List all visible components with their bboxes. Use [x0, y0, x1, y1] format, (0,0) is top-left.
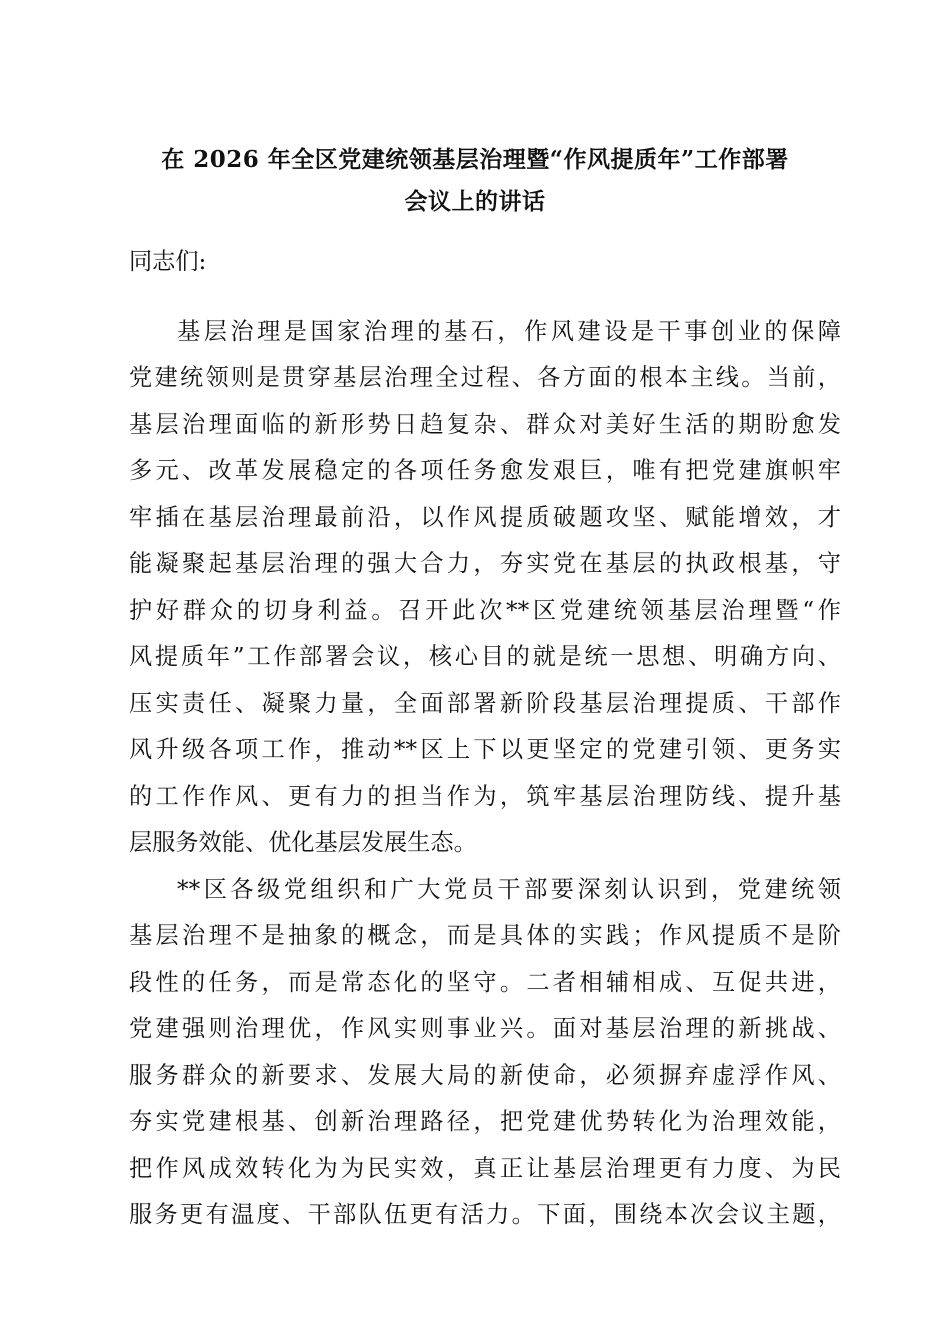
paragraph-1-line: 基层治理是国家治理的基石，作风建设是干事创业的保障	[177, 318, 841, 345]
paragraph-2-line: 把作风成效转化为为民实效，真正让基层治理更有力度、为民	[129, 1155, 841, 1182]
document-title-line-2: 会议上的讲话	[404, 188, 546, 215]
paragraph-1-line: 护好群众的切身利益。召开此次**区党建统领基层治理暨“作	[129, 597, 841, 624]
paragraph-2-line: 基层治理不是抽象的概念，而是具体的实践；作风提质不是阶	[129, 922, 841, 949]
paragraph-1-line: 的工作作风、更有力的担当作为，筑牢基层治理防线、提升基	[129, 783, 841, 810]
paragraph-2-line: 夯实党建根基、创新治理路径，把党建优势转化为治理效能，	[129, 1108, 841, 1135]
paragraph-1-line: 压实责任、凝聚力量，全面部署新阶段基层治理提质、干部作	[129, 690, 841, 717]
paragraph-1-line: 风升级各项工作，推动**区上下以更坚定的党建引领、更务实	[129, 736, 841, 763]
paragraph-1-line: 风提质年”工作部署会议，核心目的就是统一思想、明确方向、	[129, 643, 841, 670]
paragraph-2-line: 服务更有温度、干部队伍更有活力。下面，围绕本次会议主题，	[129, 1201, 841, 1228]
paragraph-1-line: 党建统领则是贯穿基层治理全过程、各方面的根本主线。当前，	[129, 364, 841, 391]
paragraph-1-line: 牢插在基层治理最前沿，以作风提质破题攻坚、赋能增效，才	[129, 504, 841, 531]
paragraph-1-line: 能凝聚起基层治理的强大合力，夯实党在基层的执政根基，守	[129, 550, 841, 577]
paragraph-2-line: 段性的任务，而是常态化的坚守。二者相辅相成、互促共进，	[129, 969, 841, 996]
paragraph-1-line: 多元、改革发展稳定的各项任务愈发艰巨，唯有把党建旗帜牢	[129, 457, 841, 484]
document-title-line-1: 在 2026 年全区党建统领基层治理暨“作风提质年”工作部署	[161, 146, 789, 173]
paragraph-1-line: 层服务效能、优化基层发展生态。	[129, 829, 477, 856]
paragraph-2-line: **区各级党组织和广大党员干部要深刻认识到，党建统领	[177, 876, 841, 903]
paragraph-2-line: 党建强则治理优，作风实则事业兴。面对基层治理的新挑战、	[129, 1015, 841, 1042]
paragraph-2-line: 服务群众的新要求、发展大局的新使命，必须摒弃虚浮作风、	[129, 1062, 841, 1089]
paragraph-1-line: 基层治理面临的新形势日趋复杂、群众对美好生活的期盼愈发	[129, 411, 841, 438]
salutation: 同志们:	[129, 248, 207, 275]
